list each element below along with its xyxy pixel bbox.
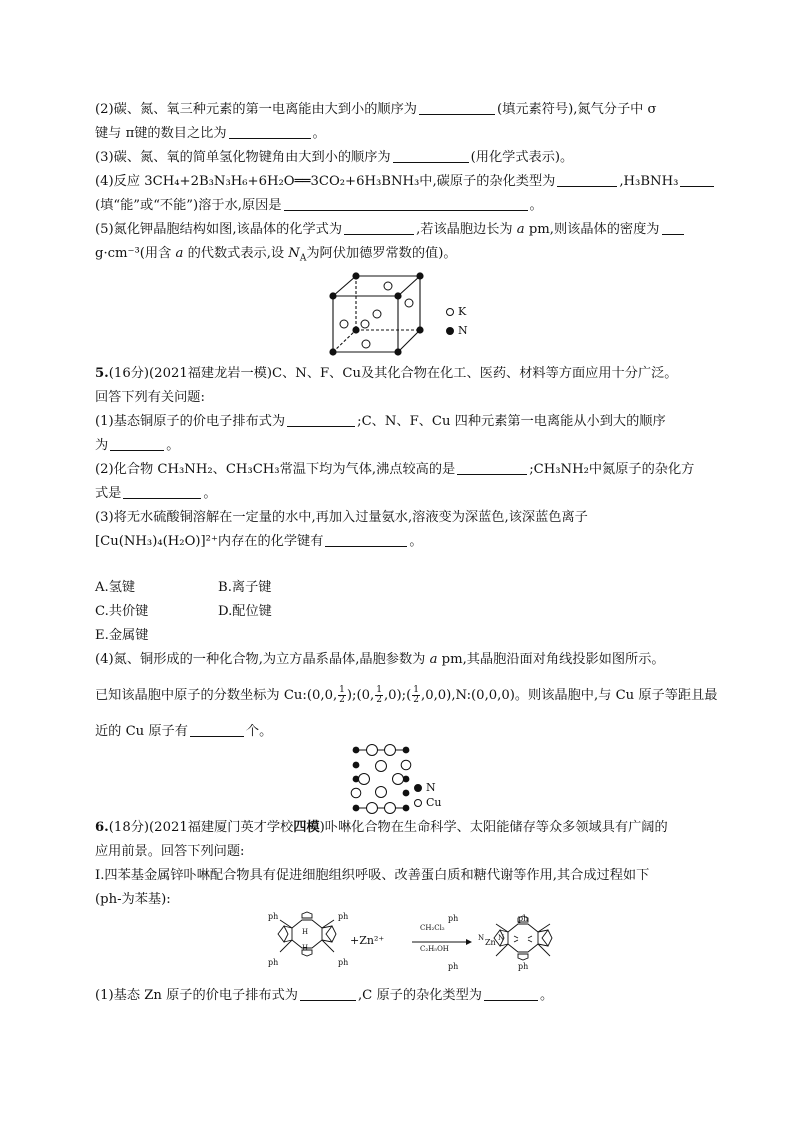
- q5-part1-line2: [95, 436, 699, 456]
- fraction-denominator: 2: [376, 695, 382, 705]
- q4-part5-text: g·cm⁻³(用含: [95, 246, 172, 261]
- q5-part4-text: (4)氮、铜形成的一种化合物,为立方晶系晶体,晶胞参数为: [95, 652, 426, 667]
- legend-k-label: K: [458, 305, 467, 318]
- zinc-label: Zn: [485, 938, 496, 947]
- variable-a: a: [516, 222, 525, 237]
- q6-header-text: (18分)(2021福建厦门英才学校: [108, 820, 294, 835]
- q4-part4-text: (4)反应 3CH₄+2B₃N₃H₆+6H₂O══3CO₂+6H₃BNH₃中,碳原子的杂化类型为: [95, 174, 556, 189]
- phenyl-label: ph: [338, 958, 349, 967]
- q5-part4-text: ,0);(: [383, 688, 412, 703]
- legend-n-label: N: [458, 324, 468, 337]
- phenyl-label: ph: [518, 914, 529, 923]
- q4-part5-text: 为阿伏加德罗常数的值)。: [306, 246, 457, 261]
- filled-circle-icon: [446, 327, 454, 335]
- q4-part3-text: (用化学式表示)。: [470, 150, 574, 165]
- q5-part2-line2: [95, 484, 699, 504]
- q4-part5-text: pm,则该晶体的密度为: [528, 222, 660, 237]
- legend-k: [446, 305, 466, 318]
- answer-blank[interactable]: [680, 172, 714, 187]
- potassium-nitride-unit-cell-figure: [328, 268, 438, 358]
- q6-header-line2: [95, 842, 699, 862]
- q6-part1-text: (1)基态 Zn 原子的价电子排布式为: [95, 988, 298, 1003]
- option-d[interactable]: D.配位键: [218, 604, 272, 619]
- option-e[interactable]: E.金属键: [95, 628, 149, 643]
- fraction-numerator: 1: [339, 685, 345, 695]
- question-number: 6.: [95, 820, 109, 835]
- q5-part3-text: [Cu(NH₃)₄(H₂O)]²⁺内存在的化学键有: [95, 534, 324, 549]
- legend-n-label: N: [426, 781, 436, 794]
- q4-part2-line1: [95, 100, 699, 120]
- option-c[interactable]: C.共价键: [95, 604, 149, 619]
- nitrogen-label: N: [498, 934, 505, 942]
- q6-header-text: 应用前景。回答下列问题:: [95, 844, 245, 859]
- q6-header-text: 四模: [293, 820, 320, 835]
- q5-intro-text: 回答下列有关问题:: [95, 390, 205, 405]
- hydrogen-label: H: [302, 928, 309, 936]
- q4-part2-text: (填元素符号),氮气分子中 σ: [497, 102, 657, 117]
- q5-part2-text: ;CH₃NH₂中氮原子的杂化方: [529, 462, 695, 477]
- q5-part2-text: (2)化合物 CH₃NH₂、CH₃CH₃常温下均为气体,沸点较高的是: [95, 462, 456, 477]
- answer-blank[interactable]: [325, 532, 407, 547]
- q4-part4-line1: [95, 172, 699, 192]
- answer-blank[interactable]: [123, 484, 201, 499]
- q5-part2-line1: [95, 460, 699, 480]
- option-b[interactable]: B.离子键: [218, 580, 272, 595]
- answer-blank[interactable]: [484, 986, 538, 1001]
- q5-part1-text: 。: [166, 438, 180, 453]
- q6-section1-text: Ⅰ.四苯基金属锌卟啉配合物具有促进细胞组织呼吸、改善蛋白质和糖代谢等作用,其合成过程如下: [95, 868, 650, 883]
- fraction-denominator: 2: [339, 695, 345, 705]
- q4-part4-text: 。: [529, 198, 543, 213]
- q5-part4-text: pm,其晶胞沿面对角线投影如图所示。: [441, 652, 665, 667]
- copper-nitride-projection-figure: [352, 744, 412, 816]
- empty-circle-icon: [446, 308, 454, 316]
- legend-cu: [414, 796, 442, 809]
- answer-blank[interactable]: [110, 436, 164, 451]
- phenyl-label: ph: [268, 958, 279, 967]
- option-a[interactable]: A.氢键: [95, 580, 136, 595]
- q5-part4-text: ,0,0),N:(0,0,0)。则该晶胞中,与 Cu 原子等距且最: [421, 688, 718, 703]
- q4-part5-line1: [95, 220, 699, 240]
- fraction-one-half: [338, 686, 346, 705]
- nitrogen-label: N: [478, 934, 485, 942]
- fraction-denominator: 2: [413, 695, 420, 705]
- q5-part1-text: 为: [95, 438, 109, 453]
- legend-n: [414, 781, 436, 794]
- q5-part4-line2: [95, 685, 718, 706]
- q4-part5-line2: [95, 244, 699, 269]
- fraction-one-half: [412, 686, 420, 705]
- q6-part1-line: [95, 986, 699, 1006]
- q5-part4-text: );(0,: [346, 688, 375, 703]
- question-number: 5.: [95, 366, 109, 381]
- answer-blank[interactable]: [287, 412, 355, 427]
- fraction-numerator: 1: [413, 685, 420, 695]
- q6-header-text: )卟啉化合物在生命科学、太阳能储存等众多领域具有广阔的: [319, 820, 668, 835]
- q5-part3-text: 。: [409, 534, 423, 549]
- answer-blank[interactable]: [229, 124, 311, 139]
- q4-part3-line: [95, 148, 699, 168]
- q5-part3-text: (3)将无水硫酸铜溶解在一定量的水中,再加入过量氨水,溶液变为深蓝色,该深蓝色离子: [95, 510, 588, 525]
- zinc-ion-label: +Zn²⁺: [350, 934, 385, 947]
- answer-blank[interactable]: [284, 196, 528, 211]
- empty-circle-icon: [414, 799, 422, 807]
- q4-part2-text: 。: [312, 126, 326, 141]
- phenyl-label: ph: [448, 914, 459, 923]
- q6-part1-text: ,C 原子的杂化类型为: [357, 988, 482, 1003]
- q4-part4-text: ,H₃BNH₃: [619, 174, 679, 189]
- q6-section1-line1: [95, 866, 699, 886]
- fraction-numerator: 1: [376, 685, 382, 695]
- filled-circle-icon: [414, 784, 422, 792]
- variable-a: a: [175, 246, 184, 261]
- q4-part4-text: (填“能”或“不能”)溶于水,原因是: [95, 198, 282, 213]
- q5-part4-text: 已知该晶胞中原子的分数坐标为 Cu:(0,0,: [95, 688, 338, 703]
- q6-section1-line2: [95, 890, 699, 910]
- variable-a: a: [429, 652, 438, 667]
- q4-part2-text: (2)碳、氮、氧三种元素的第一电离能由大到小的顺序为: [95, 102, 417, 117]
- q5-part1-line1: [95, 412, 699, 432]
- q6-part1-text: 。: [539, 988, 554, 1003]
- answer-blank[interactable]: [557, 172, 617, 187]
- answer-blank[interactable]: [190, 722, 244, 737]
- q4-part3-text: (3)碳、氮、氧的简单氢化物键角由大到小的顺序为: [95, 150, 391, 165]
- phenyl-label: ph: [518, 962, 529, 971]
- q5-header-text: (16分)(2021福建龙岩一模)C、N、F、Cu及其化合物在化工、医药、材料等方面应用十分广泛。: [108, 366, 678, 381]
- q5-part1-text: ;C、N、F、Cu 四种元素第一电离能从小到大的顺序: [357, 414, 666, 429]
- q6-section1-text: (ph-为苯基):: [95, 892, 171, 907]
- subscript-a: A: [299, 253, 307, 264]
- solvent-label: CH₂Cl₂: [420, 924, 445, 932]
- answer-blank[interactable]: [662, 220, 684, 235]
- q5-part3-line2: [95, 532, 699, 552]
- q5-part2-text: 式是: [95, 486, 122, 501]
- q5-part1-text: (1)基态铜原子的价电子排布式为: [95, 414, 286, 429]
- q4-part4-line2: [95, 196, 699, 216]
- q5-part4-line1: [95, 650, 699, 670]
- q4-part2-text: 键与 π键的数目之比为: [95, 126, 227, 141]
- answer-blank[interactable]: [300, 986, 356, 1001]
- q5-part4-line3: [95, 722, 699, 742]
- answer-blank[interactable]: [393, 148, 469, 163]
- phenyl-label: ph: [338, 912, 349, 921]
- answer-blank[interactable]: [419, 100, 495, 115]
- phenyl-label: ph: [448, 962, 459, 971]
- q4-part5-text: (5)氮化钾晶胞结构如图,该晶体的化学式为: [95, 222, 343, 237]
- q4-part2-line2: [95, 124, 699, 144]
- q6-header: [95, 818, 699, 838]
- q5-part2-text: 。: [203, 486, 217, 501]
- q5-part4-text: 个。: [245, 724, 273, 739]
- answer-blank[interactable]: [457, 460, 527, 475]
- q4-part5-text: 的代数式表示,设: [187, 246, 285, 261]
- variable-n: N: [288, 246, 300, 261]
- q5-header: [95, 364, 699, 384]
- hydrogen-label: H: [302, 944, 309, 952]
- q5-part4-text: 近的 Cu 原子有: [95, 724, 188, 739]
- fraction-one-half: [375, 686, 383, 705]
- legend-n: [446, 324, 468, 337]
- q4-part5-text: ,若该晶胞边长为: [416, 222, 513, 237]
- solvent-label: C₂H₅OH: [420, 945, 449, 953]
- q5-intro: [95, 388, 699, 408]
- phenyl-label: ph: [268, 912, 279, 921]
- q5-part3-line1: [95, 508, 699, 528]
- answer-blank[interactable]: [344, 220, 414, 235]
- legend-cu-label: Cu: [426, 796, 442, 809]
